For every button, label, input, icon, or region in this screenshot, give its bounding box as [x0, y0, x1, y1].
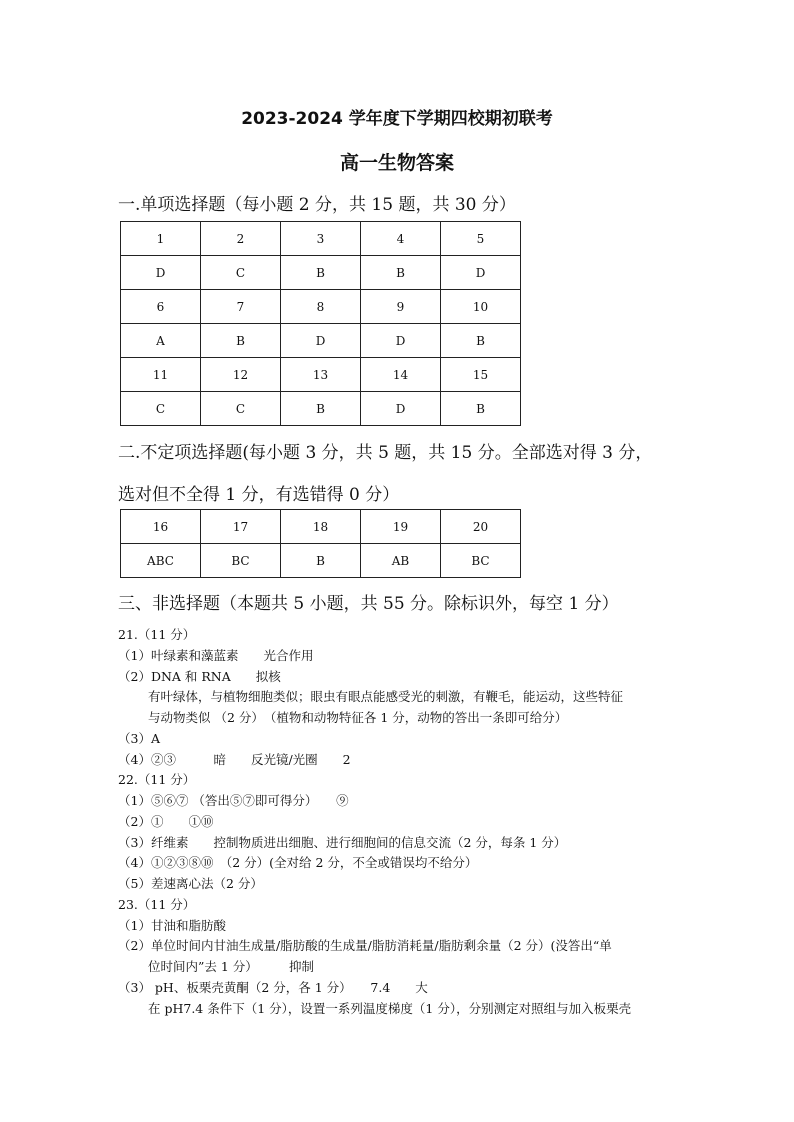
answer-line: 位时间内”去 1 分） 抑制: [148, 959, 315, 974]
page-subtitle: 高一生物答案: [339, 152, 454, 174]
table-cell: D: [121, 256, 201, 290]
answer-line: （2）单位时间内甘油生成量/脂肪酸的生成量/脂肪消耗量/脂肪剩余量（2 分）(没答出“单: [118, 938, 612, 954]
table-cell: 17: [201, 510, 281, 544]
answer-line: 有叶绿体，与植物细胞类似；眼虫有眼点能感受光的刺激，有鞭毛，能运动，这些特征: [148, 689, 624, 705]
table-cell: D: [281, 324, 361, 358]
table-cell: 11: [121, 358, 201, 392]
table-row: [121, 358, 521, 392]
table-cell: B: [281, 544, 361, 578]
table-cell: AB: [361, 544, 441, 578]
section2-answer-table: [120, 509, 521, 578]
table-cell: 5: [441, 222, 521, 256]
answer-line: 在 pH7.4 条件下（1 分），设置一系列温度梯度（1 分），分别测定对照组与加入板栗壳: [148, 1000, 632, 1016]
table-cell: A: [121, 324, 201, 358]
table-cell: D: [441, 256, 521, 290]
table-cell: BC: [441, 544, 521, 578]
table-cell: 16: [121, 510, 201, 544]
table-row: [121, 324, 521, 358]
table-cell: B: [441, 392, 521, 426]
table-cell: 3: [281, 222, 361, 256]
section2-heading-line1: 二.不定项选择题(每小题 3 分，共 5 题，共 15 分。全部选对得 3 分，: [118, 443, 653, 463]
table-row: [121, 510, 521, 544]
page-title: 2023-2024 学年度下学期四校期初联考: [241, 109, 553, 129]
answer-line: （4）①②③⑧⑩ （2 分）(全对给 2 分，不全或错误均不给分）: [118, 855, 478, 871]
table-cell: 15: [441, 358, 521, 392]
answer-line: （2）① ①⑩: [118, 813, 214, 829]
table-cell: ABC: [121, 544, 201, 578]
table-cell: 1: [121, 222, 201, 256]
table-row: [121, 222, 521, 256]
table-row: [121, 544, 521, 578]
table-cell: 9: [361, 290, 441, 324]
table-cell: C: [121, 392, 201, 426]
answer-line: （3） pH、板栗壳黄酮（2 分，各 1 分） 7.4 大: [118, 979, 428, 995]
table-cell: C: [201, 392, 281, 426]
table-cell: 19: [361, 510, 441, 544]
section3-heading: 三、非选择题（本题共 5 小题，共 55 分。除标识外，每空 1 分）: [118, 594, 619, 614]
table-cell: 13: [281, 358, 361, 392]
table-cell: B: [281, 392, 361, 426]
section1-answer-table: [120, 221, 521, 426]
table-cell: 7: [201, 290, 281, 324]
section1-heading: 一.单项选择题（每小题 2 分，共 15 题，共 30 分）: [118, 195, 516, 215]
table-cell: B: [201, 324, 281, 358]
table-cell: D: [361, 392, 441, 426]
table-cell: 6: [121, 290, 201, 324]
answer-line: 21.（11 分）: [118, 627, 196, 642]
table-cell: 18: [281, 510, 361, 544]
answer-line: （3）A: [118, 730, 160, 746]
table-row: [121, 256, 521, 290]
table-cell: 4: [361, 222, 441, 256]
table-row: [121, 392, 521, 426]
table-cell: B: [281, 256, 361, 290]
answer-line: 23.（11 分）: [118, 896, 196, 912]
table-cell: 14: [361, 358, 441, 392]
answer-line: （5）差速离心法（2 分）: [118, 876, 263, 891]
table-cell: BC: [201, 544, 281, 578]
section2-heading-line2: 选对但不全得 1 分，有选错得 0 分）: [118, 485, 400, 505]
answer-line: （1）⑤⑥⑦ （答出⑤⑦即可得分） ⑨: [118, 793, 349, 808]
table-cell: B: [441, 324, 521, 358]
answer-line: 22.（11 分）: [118, 772, 196, 788]
table-cell: 12: [201, 358, 281, 392]
table-cell: 20: [441, 510, 521, 544]
table-row: [121, 290, 521, 324]
answer-line: （2）DNA 和 RNA 拟核: [118, 668, 281, 684]
table-cell: 8: [281, 290, 361, 324]
table-cell: B: [361, 256, 441, 290]
table-cell: C: [201, 256, 281, 290]
answer-line: 与动物类似 （2 分） （植物和动物特征各 1 分，动物的答出一条即可给分）: [148, 710, 568, 725]
answer-line: （1）甘油和脂肪酸: [118, 917, 226, 933]
table-cell: 2: [201, 222, 281, 256]
table-cell: 10: [441, 290, 521, 324]
table-cell: D: [361, 324, 441, 358]
answer-line: （3）纤维素 控制物质进出细胞、进行细胞间的信息交流（2 分，每条 1 分）: [118, 834, 567, 850]
answer-line: （4）②③ 暗 反光镜/光圈 2: [118, 751, 351, 767]
answer-line: （1）叶绿素和藻蓝素 光合作用: [118, 647, 314, 663]
